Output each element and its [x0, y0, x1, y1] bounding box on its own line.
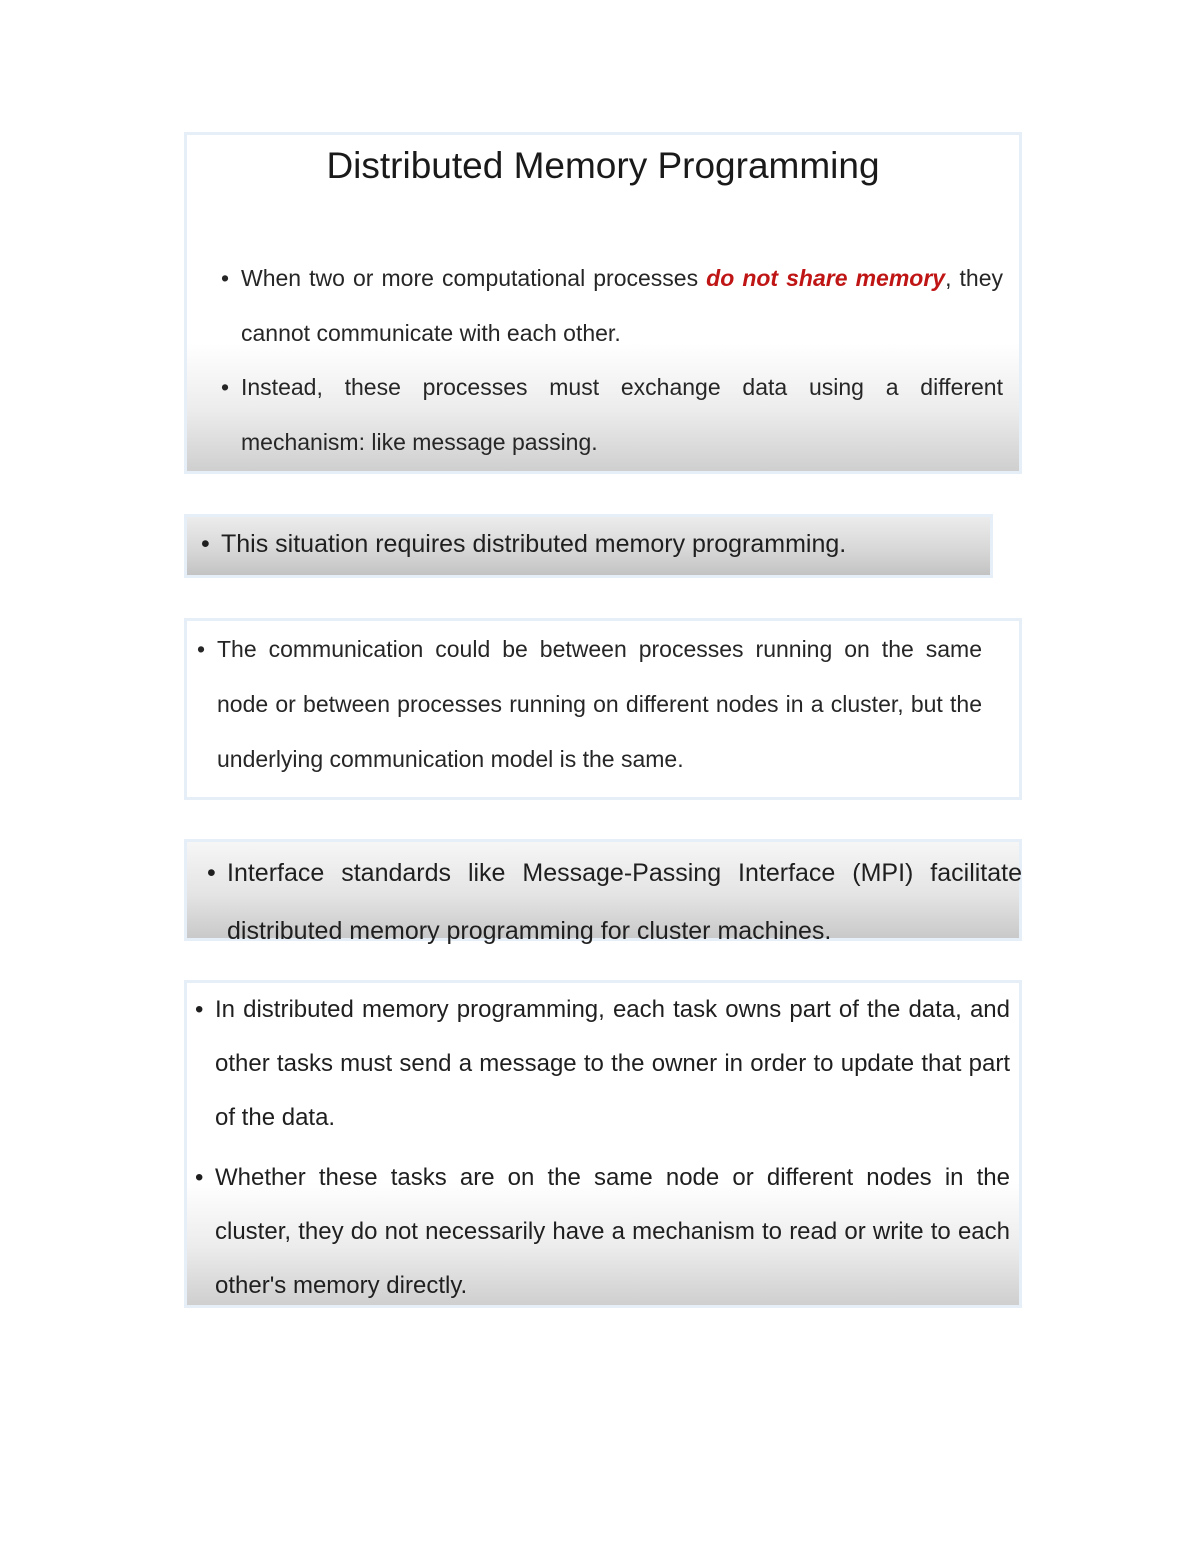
slide-requires-dmp [184, 514, 993, 578]
bullet-text: Whether these tasks are on the same node or different nodes in the cluster, they do not necessarily have a mechanism to read or write to each other's memory directly. [215, 1164, 1010, 1299]
bullet-requires-dmp [201, 527, 971, 561]
bullet-text: This situation requires distributed memory programming. [221, 530, 847, 558]
bullet-text: , they cannot communicate with each other. [241, 265, 1004, 346]
bullet-text: In distributed memory programming, each task owns part of the data, and other tasks must send a message to the owner in order to update that part of the data. [215, 996, 1010, 1131]
slide-title: Distributed Memory Programming [326, 145, 880, 186]
bullet-text: Interface standards like Message-Passing Interface (MPI) facilitate distributed memory programming for cluster machines. [227, 859, 1022, 945]
bullet-dot: • [221, 374, 230, 400]
bullet-dot: • [201, 530, 210, 558]
bullet-dot: • [207, 859, 216, 887]
slide-mpi [184, 839, 1022, 945]
bullet-no-shared-memory [221, 251, 1003, 361]
slide-communication-model [184, 618, 1022, 800]
bullet-message-passing [221, 360, 1003, 470]
bullet-text: The communication could be between processes running on the same node or between processes running on different nodes in a cluster, but the underlying communication model is the same. [217, 636, 982, 772]
slide-task-ownership [184, 980, 1022, 1308]
slide-distributed-memory [184, 132, 1022, 474]
bullet-communication [197, 622, 982, 787]
bullet-task-owns-data [195, 983, 1010, 1145]
bullet-text: When two or more computational processes [241, 265, 707, 291]
bullet-dot: • [197, 636, 206, 662]
emphasis-text: do not share memory [706, 265, 946, 291]
bullet-text: Instead, these processes must exchange data using a different mechanism: like message passing. [241, 374, 1003, 455]
bullet-mpi [207, 844, 1022, 960]
bullet-no-direct-access [195, 1151, 1010, 1313]
bullet-dot: • [195, 996, 204, 1023]
bullet-dot: • [221, 265, 230, 291]
bullet-dot: • [195, 1164, 204, 1191]
